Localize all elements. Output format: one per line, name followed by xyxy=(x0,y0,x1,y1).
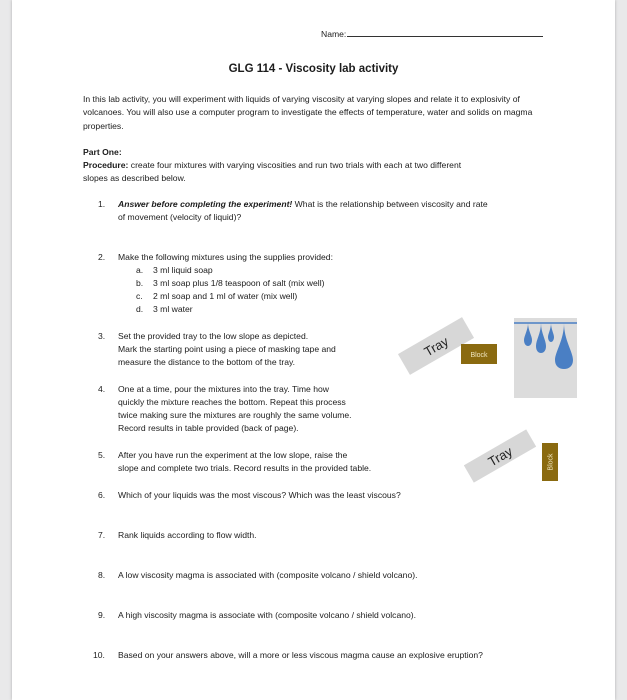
q10-number: 10. xyxy=(93,650,105,660)
low-slope-diagram xyxy=(392,310,502,382)
q3-line-1: Set the provided tray to the low slope as depicted. xyxy=(118,331,309,341)
page-title: GLG 114 - Viscosity lab activity xyxy=(228,63,399,75)
tray-label: Tray xyxy=(421,333,452,360)
part-one-heading: Part One: xyxy=(83,147,122,157)
document-page xyxy=(12,0,615,700)
q3-number: 3. xyxy=(98,331,106,341)
q9-text: A high viscosity magma is associate with (composite volcano / shield volcano). xyxy=(118,610,417,620)
procedure-text-2: slopes as described below. xyxy=(83,173,186,183)
procedure-label: Procedure: xyxy=(83,160,129,170)
q5-line-1: After you have run the experiment at the low slope, raise the xyxy=(118,450,348,460)
liquid-drops-diagram xyxy=(514,318,577,398)
q1-text: What is the relationship between viscosity and rate xyxy=(292,199,488,209)
name-label: Name: xyxy=(321,29,347,39)
q8-number: 8. xyxy=(98,570,106,580)
q2-item-c-label: c. xyxy=(136,291,143,301)
q4-line-4: Record results in table provided (back of page). xyxy=(118,423,299,433)
q1-line-1 xyxy=(118,198,488,211)
q7-number: 7. xyxy=(98,530,106,540)
q5-line-2: slope and complete two trials. Record results in the provided table. xyxy=(118,463,372,473)
high-slope-diagram xyxy=(464,428,564,488)
q2-item-a: 3 ml liquid soap xyxy=(153,265,213,275)
q2-item-d-label: d. xyxy=(136,304,144,314)
block-label-2: Block xyxy=(547,453,555,471)
q2-item-b-label: b. xyxy=(136,278,144,288)
block-label: Block xyxy=(470,352,488,359)
q6-text: Which of your liquids was the most viscous? Which was the least viscous? xyxy=(118,490,401,500)
q2-item-c: 2 ml soap and 1 ml of water (mix well) xyxy=(153,291,298,301)
q1-emphasis: Answer before completing the experiment! xyxy=(118,199,293,209)
q2-item-b: 3 ml soap plus 1/8 teaspoon of salt (mix well) xyxy=(153,278,325,288)
procedure-line xyxy=(83,159,461,172)
q9-number: 9. xyxy=(98,610,106,620)
q2-item-d: 3 ml water xyxy=(153,304,193,314)
q8-text: A low viscosity magma is associated with (composite volcano / shield volcano). xyxy=(118,570,418,580)
q5-number: 5. xyxy=(98,450,106,460)
q2-line-1: Make the following mixtures using the supplies provided: xyxy=(118,252,333,262)
q4-line-2: quickly the mixture reaches the bottom. Repeat this process xyxy=(118,397,346,407)
name-field xyxy=(321,27,543,41)
procedure-text: create four mixtures with varying viscosities and run two trials with each at two different xyxy=(130,160,462,170)
q4-number: 4. xyxy=(98,384,106,394)
tray-label-2: Tray xyxy=(485,443,516,470)
name-blank-line xyxy=(347,27,543,37)
q7-text: Rank liquids according to flow width. xyxy=(118,530,257,540)
q2-number: 2. xyxy=(98,252,106,262)
intro-paragraph: In this lab activity, you will experiment with liquids of varying viscosity at varying slopes and relate it to explosivity of volcanoes. You will also use a computer program to investigate the effects of temperature, water and solids on magma properties. xyxy=(83,94,533,131)
q6-number: 6. xyxy=(98,490,106,500)
q1-number: 1. xyxy=(98,199,106,209)
q1-line-2: of movement (velocity of liquid)? xyxy=(118,212,242,222)
q3-line-3: measure the distance to the bottom of the tray. xyxy=(118,357,296,367)
q4-line-3: twice making sure the mixtures are roughly the same volume. xyxy=(118,410,352,420)
q10-text: Based on your answers above, will a more or less viscous magma cause an explosive eruption? xyxy=(118,650,483,660)
q4-line-1: One at a time, pour the mixtures into the tray. Time how xyxy=(118,384,329,394)
q2-item-a-label: a. xyxy=(136,265,144,275)
q3-line-2: Mark the starting point using a piece of masking tape and xyxy=(118,344,336,354)
